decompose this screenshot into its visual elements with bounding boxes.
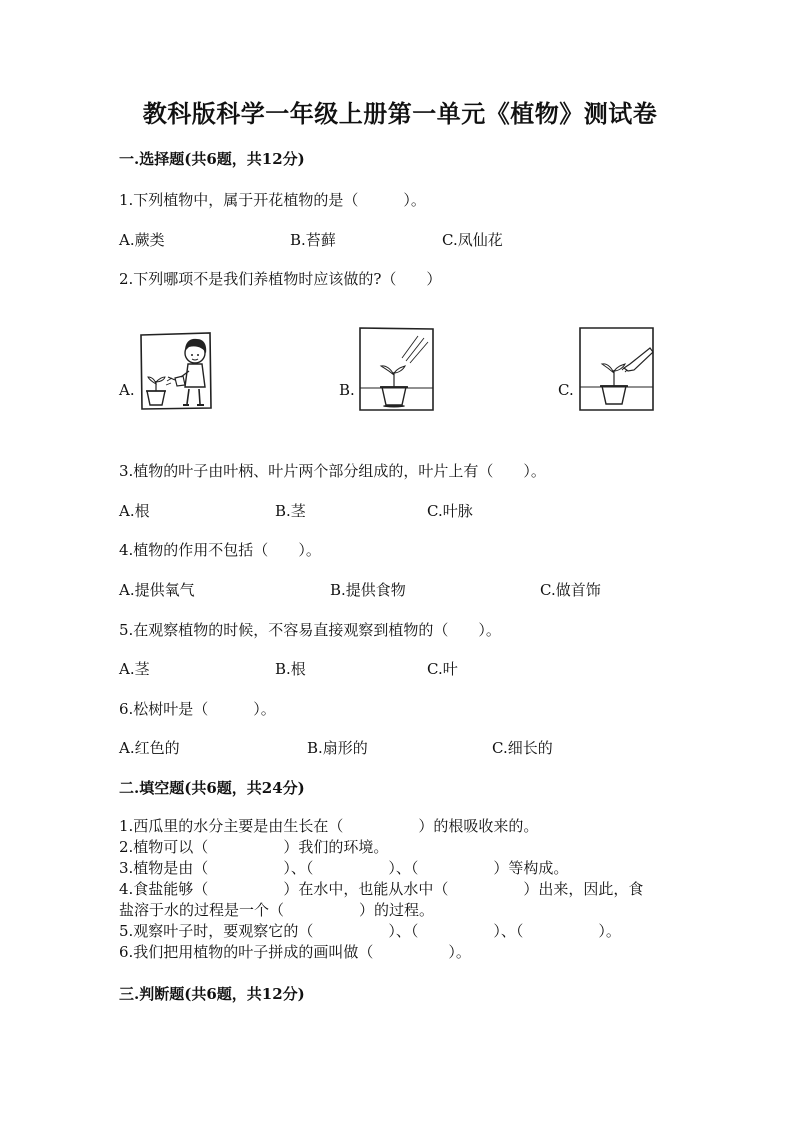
fill-line-1: 1.西瓜里的水分主要是由生长在（ ）的根吸收来的。 <box>119 817 539 835</box>
fill-line-3: 3.植物是由（ ）、（ ）、（ ）等构成。 <box>119 859 569 877</box>
question-6-option-b: B.扇形的 <box>307 739 368 757</box>
question-1-option-a: A.蕨类 <box>119 231 165 249</box>
section-heading-choice: 一.选择题(共6题，共12分) <box>119 150 305 168</box>
fill-line-6: 6.我们把用植物的叶子拼成的画叫做（ ）。 <box>119 943 471 961</box>
question-5-option-a: A.茎 <box>119 660 150 678</box>
fill-line-5: 5.观察叶子时，要观察它的（ ）、（ ）、（ ）。 <box>119 922 621 940</box>
question-2-option-b: B. <box>339 381 355 399</box>
question-2-stem: 2.下列哪项不是我们养植物时应该做的?（ ） <box>119 270 442 288</box>
question-3-option-c: C.叶脉 <box>427 502 473 520</box>
page-title: 教科版科学一年级上册第一单元《植物》测试卷 <box>142 99 658 128</box>
question-5-stem: 5.在观察植物的时候，不容易直接观察到植物的（ ）。 <box>119 621 501 639</box>
question-6-option-c: C.细长的 <box>492 739 553 757</box>
watering-plant-illustration <box>139 331 213 411</box>
fill-line-4-continued: 盐溶于水的过程是一个（ ）的过程。 <box>119 901 435 919</box>
touching-plant-illustration <box>578 326 655 412</box>
question-3-option-b: B.茎 <box>275 502 306 520</box>
question-5-option-c: C.叶 <box>427 660 458 678</box>
question-5-option-b: B.根 <box>275 660 306 678</box>
question-4-stem: 4.植物的作用不包括（ ）。 <box>119 541 321 559</box>
section-heading-judge: 三.判断题(共6题，共12分) <box>119 985 305 1003</box>
sunlight-plant-illustration <box>358 326 435 412</box>
question-1-option-b: B.苔藓 <box>290 231 336 249</box>
question-1-option-c: C.凤仙花 <box>442 231 503 249</box>
question-4-option-c: C.做首饰 <box>540 581 601 599</box>
question-6-option-a: A.红色的 <box>119 739 180 757</box>
question-4-option-a: A.提供氧气 <box>119 581 195 599</box>
question-2-option-a: A. <box>119 381 135 399</box>
question-1-stem: 1.下列植物中，属于开花植物的是（ ）。 <box>119 191 426 209</box>
question-6-stem: 6.松树叶是（ ）。 <box>119 700 276 718</box>
question-3-stem: 3.植物的叶子由叶柄、叶片两个部分组成的，叶片上有（ ）。 <box>119 462 546 480</box>
section-heading-fill: 二.填空题(共6题，共24分) <box>119 779 305 797</box>
fill-line-2: 2.植物可以（ ）我们的环境。 <box>119 838 389 856</box>
question-3-option-a: A.根 <box>119 502 150 520</box>
question-4-option-b: B.提供食物 <box>330 581 406 599</box>
question-2-option-c: C. <box>558 381 574 399</box>
fill-line-4: 4.食盐能够（ ）在水中，也能从水中（ ）出来，因此，食 <box>119 880 644 898</box>
